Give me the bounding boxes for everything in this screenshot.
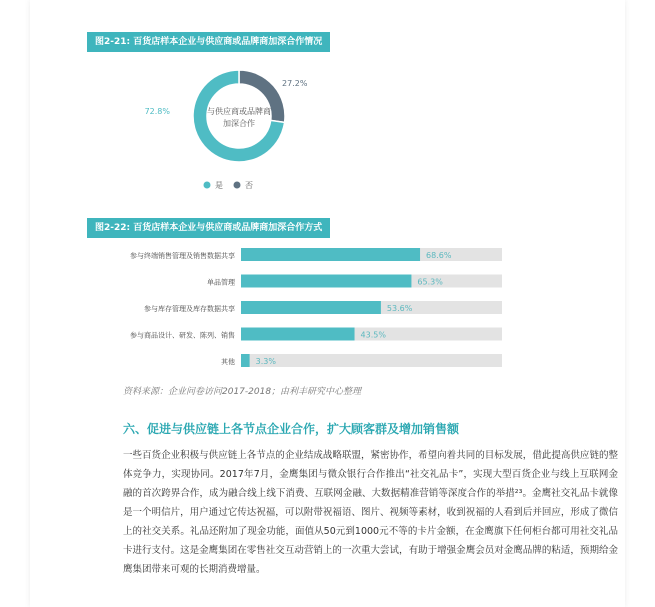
bar-track xyxy=(241,354,502,367)
source-note: 资料来源：企业问卷访问2017-2018；由利丰研究中心整理 xyxy=(123,387,362,397)
body-paragraph: 一些百货企业积极与供应链上各节点的企业结成战略联盟，紧密协作，希望向着共同的目标发展，借此提高供应链的整体竞争力，实现协同。2017年7月，金鹰集团与微众银行合作推出“社交礼品卡”，实现大型百货企业与线上互联网金融的首次跨界合作，成为融合线上线下消费、互联网金融、大数据精准营销等深度合作的举措²³。金鹰社交礼品卡就像是一个明信片，用户通过它传达祝福，可以附带祝福语、图片、视频等素材，收到祝福的人看到后并回应，形成了微信上的社交关系。礼品还附加了现金功能，面值从50元到1000元不等的卡片金额，在金鹰旗下任何柜台都可用社交礼品卡进行支付。这是金鹰集团在零售社交互动营销上的一次重大尝试，有助于增强金鹰会员对金鹰品牌的粘适，预期给金鹰集团带来可观的长期消费增量。 xyxy=(123,450,618,575)
tick-label: 参与终端销售管理及销售数据共享 xyxy=(130,252,235,260)
bar xyxy=(241,301,381,314)
tick-label: 其他 xyxy=(221,358,235,366)
data-label: 3.3% xyxy=(255,357,276,366)
data-label: 27.2% xyxy=(282,79,308,88)
center-label: 与供应商或品牌商 xyxy=(207,107,271,116)
legend-marker xyxy=(234,182,241,189)
data-label: 53.6% xyxy=(386,304,413,313)
figure-title: 图2-21: 百货店样本企业与供应商或品牌商加深合作情况 xyxy=(87,32,330,52)
bar xyxy=(241,275,411,288)
tick-label: 参与库存管理及库存数据共享 xyxy=(144,305,235,313)
tick-label: 单品管理 xyxy=(207,278,235,287)
center-label: 加深合作 xyxy=(223,119,255,128)
section-heading: 六、促进与供应链上各节点企业合作，扩大顾客群及增加销售额 xyxy=(123,422,460,436)
bar-chart xyxy=(70,240,530,380)
bar xyxy=(241,354,250,367)
legend-label: 否 xyxy=(245,181,253,190)
data-label: 72.8% xyxy=(144,107,170,116)
legend-marker xyxy=(204,182,211,189)
data-label: 65.3% xyxy=(417,277,443,287)
bar xyxy=(241,328,355,341)
bar xyxy=(241,248,420,261)
donut-chart xyxy=(70,56,370,206)
tick-label: 参与商品设计、研发、陈列、销售 xyxy=(130,331,235,340)
figure-title: 图2-22: 百货店样本企业与供应商或品牌商加深合作方式 xyxy=(87,218,330,238)
data-label: 68.6% xyxy=(426,251,452,260)
report-page xyxy=(30,0,625,607)
data-label: 43.5% xyxy=(360,330,386,340)
legend-label: 是 xyxy=(215,181,223,190)
